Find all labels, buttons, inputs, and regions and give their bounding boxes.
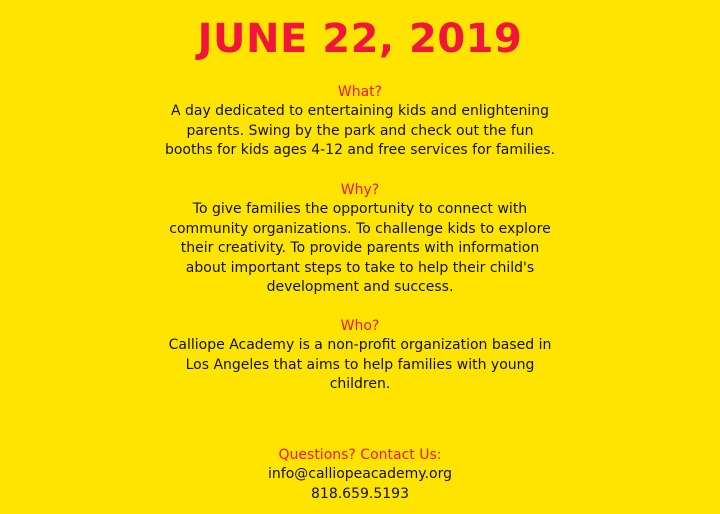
- text-line: booths for kids ages 4-12 and free services for families.: [164, 142, 556, 158]
- why-label: Why?: [340, 182, 380, 198]
- what-label: What?: [337, 84, 383, 100]
- text-line: community organizations. To challenge kids to explore: [169, 220, 551, 237]
- contact-label: Questions? Contact Us:: [278, 447, 442, 463]
- text-line: their creativity. To provide parents with information: [180, 240, 540, 256]
- text-line: Los Angeles that aims to help families with young: [185, 356, 535, 373]
- text-line: Calliope Academy is a non-profit organization based in: [168, 337, 552, 353]
- who-section: [0, 316, 720, 395]
- who-label: Who?: [340, 318, 380, 334]
- who-description: [125, 336, 595, 395]
- text-line: children.: [329, 376, 391, 392]
- event-date-title: JUNE 22, 2019: [197, 16, 523, 62]
- contact-email[interactable]: info@calliopeacademy.org: [268, 466, 452, 482]
- text-line: A day dedicated to entertaining kids and enlightening: [170, 103, 550, 119]
- text-line: about important steps to take to help their child's: [185, 259, 535, 276]
- text-line: development and success.: [266, 279, 454, 295]
- text-line: parents. Swing by the park and check out the fun: [186, 122, 534, 139]
- text-line: To give families the opportunity to connect with: [192, 201, 528, 217]
- what-section: [0, 82, 720, 161]
- what-description: [125, 102, 595, 161]
- contact-phone[interactable]: 818.659.5193: [311, 485, 409, 502]
- why-section: [0, 180, 720, 298]
- why-description: [125, 200, 595, 298]
- contact-section: [0, 445, 720, 504]
